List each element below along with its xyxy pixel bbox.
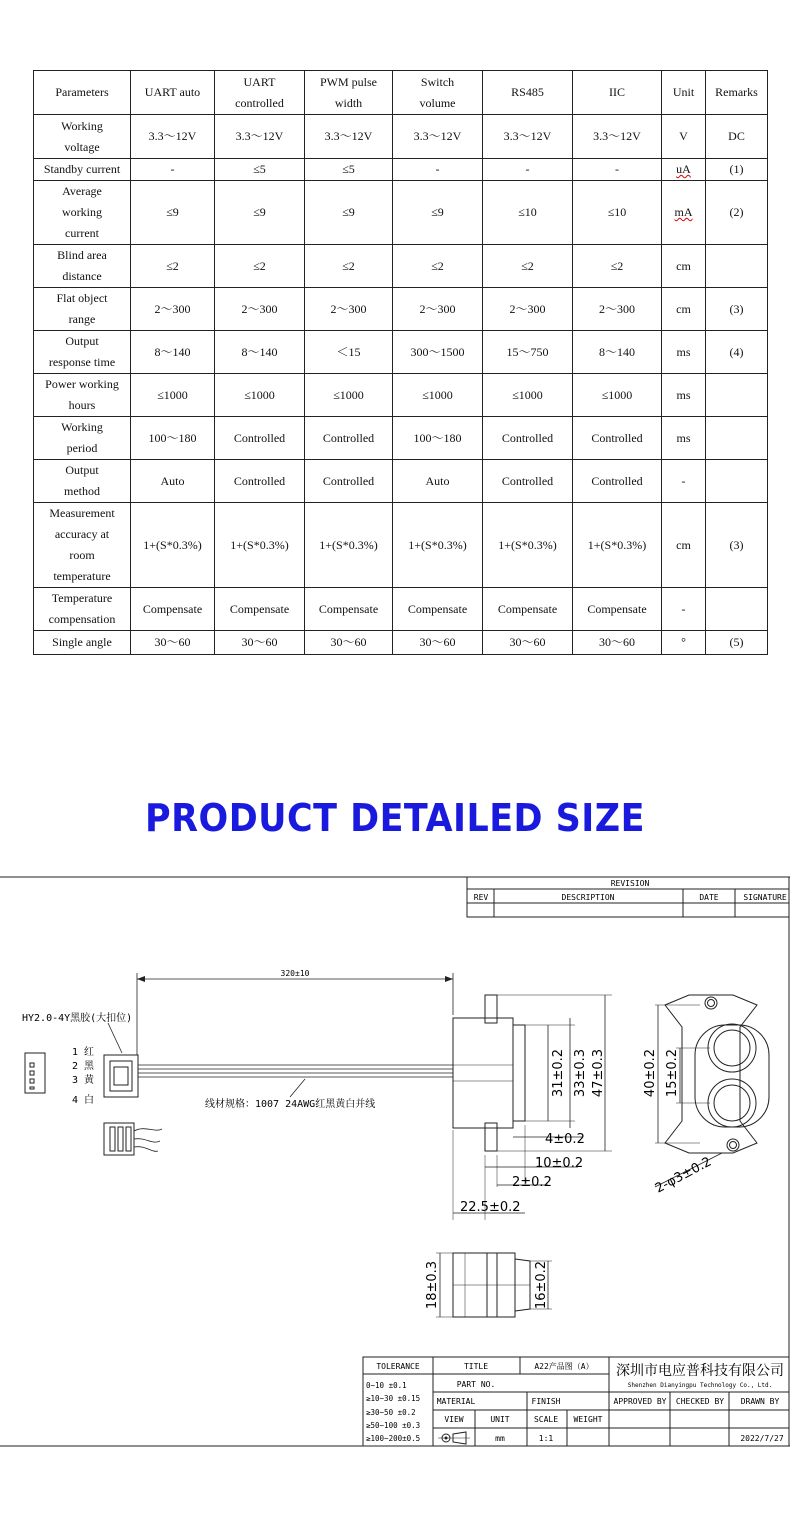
table-row — [34, 159, 768, 181]
unit-cell: cm — [662, 245, 706, 288]
cable-connector — [104, 1055, 453, 1097]
value-cell: Controlled — [215, 460, 305, 503]
value-cell: 2～300 — [305, 288, 393, 331]
unit-cell: cm — [662, 503, 706, 588]
dim-hole: 2-φ3±0.2 — [652, 1154, 715, 1197]
parameter-cell: Working voltage — [34, 115, 131, 159]
value-cell: Controlled — [483, 417, 573, 460]
remarks-cell — [706, 245, 768, 288]
value-cell: 1+(S*0.3%) — [483, 503, 573, 588]
dimension-drawing — [0, 875, 790, 1455]
value-cell: Controlled — [483, 460, 573, 503]
value-cell: 30～60 — [131, 631, 215, 655]
value-cell: ≤2 — [305, 245, 393, 288]
value-cell: 3.3～12V — [131, 115, 215, 159]
parameter-cell: Measurement accuracy at room temperature — [34, 503, 131, 588]
value-cell: Compensate — [131, 588, 215, 631]
value-cell: - — [573, 159, 662, 181]
value-cell: 100～180 — [393, 417, 483, 460]
weight-label: WEIGHT — [573, 1415, 603, 1424]
remarks-cell — [706, 417, 768, 460]
value-cell: Auto — [393, 460, 483, 503]
part-no-label: PART NO. — [456, 1380, 496, 1389]
scale-value: 1:1 — [538, 1434, 554, 1443]
unit-cell: mA — [662, 181, 706, 245]
unit-label: UNIT — [490, 1415, 510, 1424]
value-cell: - — [483, 159, 573, 181]
dim-31: 31±0.2 — [551, 1048, 566, 1098]
table-row — [34, 245, 768, 288]
tol-row-3: ≥30~50 ±0.2 — [366, 1408, 416, 1417]
table-row — [34, 181, 768, 245]
dim-33: 33±0.3 — [573, 1048, 588, 1098]
remarks-cell: (1) — [706, 159, 768, 181]
remarks-cell: (3) — [706, 503, 768, 588]
value-cell: ≤9 — [305, 181, 393, 245]
value-cell: 3.3～12V — [393, 115, 483, 159]
value-cell: 30～60 — [305, 631, 393, 655]
remarks-cell: (4) — [706, 331, 768, 374]
scale-label: SCALE — [533, 1415, 559, 1424]
table-row — [34, 374, 768, 417]
value-cell: Compensate — [305, 588, 393, 631]
value-cell: Compensate — [483, 588, 573, 631]
remarks-cell — [706, 588, 768, 631]
revision-block — [467, 877, 789, 917]
side-view-vertical-dims — [497, 995, 612, 1151]
value-cell: Controlled — [573, 417, 662, 460]
value-cell: ≤2 — [393, 245, 483, 288]
table-row — [34, 331, 768, 374]
table-header-cell: RS485 — [483, 71, 573, 115]
title-block — [363, 1357, 789, 1446]
value-cell: 8～140 — [215, 331, 305, 374]
value-cell: 30～60 — [483, 631, 573, 655]
revision-title: REVISION — [610, 879, 650, 888]
value-cell: 8～140 — [131, 331, 215, 374]
value-cell: 1+(S*0.3%) — [305, 503, 393, 588]
value-cell: 2～300 — [573, 288, 662, 331]
company-name-cn: 深圳市电应普科技有限公司 — [616, 1363, 784, 1379]
value-cell: Controlled — [215, 417, 305, 460]
pin-1-label: 1 红 — [72, 1047, 95, 1058]
value-cell: 1+(S*0.3%) — [215, 503, 305, 588]
value-cell: ≤1000 — [131, 374, 215, 417]
title-label: TITLE — [463, 1362, 489, 1371]
dim-10: 10±0.2 — [535, 1156, 584, 1171]
rev-col-date: DATE — [699, 893, 719, 902]
remarks-cell: (3) — [706, 288, 768, 331]
value-cell: 2～300 — [131, 288, 215, 331]
value-cell: ≤1000 — [573, 374, 662, 417]
table-body — [34, 115, 768, 655]
tol-row-4: ≥50~100 ±0.3 — [366, 1421, 421, 1430]
spec-table — [33, 70, 768, 655]
value-cell: ≤5 — [215, 159, 305, 181]
value-cell: ＜15 — [305, 331, 393, 374]
table-row — [34, 115, 768, 159]
value-cell: ≤9 — [215, 181, 305, 245]
parameter-cell: Average working current — [34, 181, 131, 245]
tol-row-1: 0~10 ±0.1 — [366, 1381, 407, 1390]
value-cell: Controlled — [573, 460, 662, 503]
sensor-bottom-view — [425, 1253, 552, 1317]
parameter-cell: Temperature compensation — [34, 588, 131, 631]
table-header-cell: Parameters — [34, 71, 131, 115]
table-header-cell: Switch volume — [393, 71, 483, 115]
dim-2: 2±0.2 — [512, 1175, 552, 1190]
approved-by-label: APPROVED BY — [613, 1397, 667, 1406]
drawing-date: 2022/7/27 — [740, 1434, 784, 1443]
table-row — [34, 631, 768, 655]
remarks-cell: (5) — [706, 631, 768, 655]
sensor-front-view — [665, 995, 769, 1153]
value-cell: 30～60 — [393, 631, 483, 655]
table-header-cell: PWM pulse width — [305, 71, 393, 115]
value-cell: 300～1500 — [393, 331, 483, 374]
unit-cell: uA — [662, 159, 706, 181]
unit-cell: ms — [662, 374, 706, 417]
drawn-by-label: DRAWN BY — [740, 1397, 780, 1406]
table-row — [34, 503, 768, 588]
value-cell: ≤2 — [215, 245, 305, 288]
value-cell: 15～750 — [483, 331, 573, 374]
value-cell: - — [131, 159, 215, 181]
table-header-row — [34, 71, 768, 115]
value-cell: ≤1000 — [393, 374, 483, 417]
rev-col-rev: REV — [473, 893, 489, 902]
dim-40: 40±0.2 — [643, 1048, 658, 1098]
table-header-cell: UART auto — [131, 71, 215, 115]
value-cell: ≤2 — [483, 245, 573, 288]
tolerance-label: TOLERANCE — [376, 1362, 420, 1371]
table-header-cell: IIC — [573, 71, 662, 115]
parameter-cell: Single angle — [34, 631, 131, 655]
parameter-cell: Flat object range — [34, 288, 131, 331]
remarks-cell — [706, 374, 768, 417]
parameter-cell: Standby current — [34, 159, 131, 181]
value-cell: ≤2 — [131, 245, 215, 288]
dim-18: 18±0.3 — [425, 1260, 440, 1310]
dim-47: 47±0.3 — [591, 1048, 606, 1098]
section-heading: PRODUCT DETAILED SIZE — [145, 796, 645, 840]
finish-label: FINISH — [531, 1397, 561, 1406]
connector-top-view — [104, 1123, 162, 1155]
dim-15: 15±0.2 — [665, 1048, 680, 1098]
unit-value: mm — [495, 1434, 505, 1443]
unit-cell: V — [662, 115, 706, 159]
table-row — [34, 288, 768, 331]
wire-spec-label: 线材规格：1007 24AWG红黑黄白并线 — [205, 1099, 376, 1110]
parameter-cell: Output method — [34, 460, 131, 503]
value-cell: ≤10 — [573, 181, 662, 245]
value-cell: ≤1000 — [215, 374, 305, 417]
parameter-cell: Blind area distance — [34, 245, 131, 288]
table-header-cell: Remarks — [706, 71, 768, 115]
tol-row-5: ≥100~200±0.5 — [366, 1434, 421, 1443]
unit-cell: ms — [662, 331, 706, 374]
dim-4: 4±0.2 — [545, 1132, 585, 1147]
table-row — [34, 460, 768, 503]
value-cell: Auto — [131, 460, 215, 503]
parameter-cell: Power working hours — [34, 374, 131, 417]
value-cell: 3.3～12V — [483, 115, 573, 159]
value-cell: Compensate — [215, 588, 305, 631]
unit-cell: ° — [662, 631, 706, 655]
value-cell: ≤10 — [483, 181, 573, 245]
unit-cell: cm — [662, 288, 706, 331]
remarks-cell: DC — [706, 115, 768, 159]
unit-cell: - — [662, 588, 706, 631]
table-header-cell: UART controlled — [215, 71, 305, 115]
title-value: A22产品图（A） — [534, 1362, 594, 1371]
value-cell: ≤9 — [393, 181, 483, 245]
value-cell: 2～300 — [483, 288, 573, 331]
value-cell: Compensate — [393, 588, 483, 631]
table-row — [34, 417, 768, 460]
checked-by-label: CHECKED BY — [675, 1397, 725, 1406]
unit-cell: - — [662, 460, 706, 503]
value-cell: ≤1000 — [305, 374, 393, 417]
value-cell: 3.3～12V — [305, 115, 393, 159]
parameter-cell: Working period — [34, 417, 131, 460]
value-cell: 8～140 — [573, 331, 662, 374]
value-cell: 1+(S*0.3%) — [573, 503, 662, 588]
projection-symbol-icon — [438, 1432, 470, 1444]
cable-length-label: 320±10 — [280, 969, 310, 978]
value-cell: 3.3～12V — [215, 115, 305, 159]
pin-2-label: 2 黑 — [72, 1061, 95, 1072]
view-label: VIEW — [444, 1415, 464, 1424]
value-cell: 2～300 — [393, 288, 483, 331]
value-cell: 30～60 — [215, 631, 305, 655]
rev-col-signature: SIGNATURE — [743, 893, 787, 902]
parameter-cell: Output response time — [34, 331, 131, 374]
value-cell: 100～180 — [131, 417, 215, 460]
value-cell: Compensate — [573, 588, 662, 631]
material-label: MATERIAL — [436, 1397, 476, 1406]
value-cell: 1+(S*0.3%) — [393, 503, 483, 588]
connector-label: HY2.0-4Y黑胶(大扣位) — [22, 1013, 133, 1024]
dim-22-5: 22.5±0.2 — [460, 1200, 521, 1215]
remarks-cell — [706, 460, 768, 503]
pin-4-label: 4 白 — [72, 1095, 95, 1106]
value-cell: 30～60 — [573, 631, 662, 655]
value-cell: - — [393, 159, 483, 181]
connector-end-view — [25, 1053, 45, 1093]
value-cell: ≤5 — [305, 159, 393, 181]
value-cell: 2～300 — [215, 288, 305, 331]
sensor-side-view — [453, 995, 525, 1151]
table-header-cell: Unit — [662, 71, 706, 115]
rev-col-description: DESCRIPTION — [561, 893, 615, 902]
unit-cell: ms — [662, 417, 706, 460]
tol-row-2: ≥10~30 ±0.15 — [366, 1394, 421, 1403]
pin-3-label: 3 黄 — [72, 1075, 95, 1086]
side-view-horizontal-dims — [453, 1125, 585, 1220]
value-cell: Controlled — [305, 417, 393, 460]
value-cell: Controlled — [305, 460, 393, 503]
dim-16: 16±0.2 — [534, 1260, 549, 1310]
value-cell: 3.3～12V — [573, 115, 662, 159]
value-cell: ≤1000 — [483, 374, 573, 417]
remarks-cell: (2) — [706, 181, 768, 245]
company-name-en: Shenzhen Dianyingpu Technology Co., Ltd. — [627, 1382, 773, 1389]
value-cell: ≤9 — [131, 181, 215, 245]
value-cell: ≤2 — [573, 245, 662, 288]
value-cell: 1+(S*0.3%) — [131, 503, 215, 588]
table-row — [34, 588, 768, 631]
cable-length-dimension — [137, 969, 453, 1055]
